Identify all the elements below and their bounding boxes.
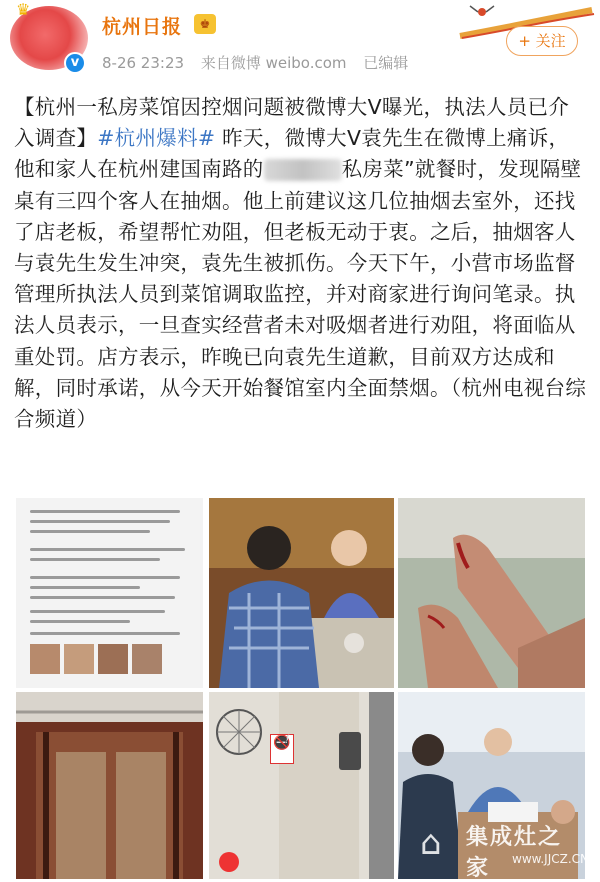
- post-source: 来自微博 weibo.com: [200, 54, 347, 72]
- watermark: [420, 818, 590, 881]
- restaurant-diners-photo[interactable]: [209, 498, 394, 688]
- post-text-part-a: 昨天，微博大V袁先生在微博上痛诉，他和家人在杭州建国南路的: [14, 126, 570, 182]
- no-smoking-sign-photo[interactable]: [209, 692, 394, 879]
- no-smoking-icon: 🚭: [270, 734, 294, 764]
- post-body: [14, 92, 588, 435]
- post-title: 【杭州一私房菜馆因控烟问题被微博大V曝光，执法人员已介入调查】: [14, 95, 570, 151]
- verified-icon: v: [64, 52, 86, 74]
- scratched-finger-photo[interactable]: [398, 498, 585, 688]
- blurred-restaurant-name: [264, 159, 342, 181]
- house-logo-icon: ⌂: [420, 823, 442, 863]
- edited-label: 已编辑: [363, 54, 409, 72]
- crown-icon: ♛: [16, 0, 31, 19]
- account-name[interactable]: 杭州日报: [102, 16, 183, 38]
- follow-button[interactable]: + 关注: [506, 26, 578, 56]
- post-screenshot-photo[interactable]: [16, 498, 203, 688]
- post-text-part-b: 私房菜”就餐时，发现隔壁桌有三四个客人在抽烟。他上前建议这几位抽烟去室外，还找了店老板，希望帮忙劝阻，但老板无动于衷。之后，抽烟客人与袁先生发生冲突，袁先生被抓伤。今天下午，小营市场监督管理所执法人员到菜馆调取监控，并对商家进行询问笔录。执法人员表示，一旦查实经营者未对吸烟者进行劝阻，将面临从重处罚。店方表示，昨晚已向袁先生道歉，目前双方达成和解，同时承诺，从今天开始餐馆室内全面禁烟。（杭州电视台综合频道）: [14, 157, 587, 432]
- vip-badge-icon: ♚: [194, 14, 216, 34]
- post-meta: [102, 52, 420, 73]
- watermark-url: www.JJCZ.CN: [512, 852, 590, 866]
- post-header: [0, 0, 600, 90]
- watermark-title: 集成灶之家: [466, 825, 563, 881]
- restaurant-entrance-photo[interactable]: [16, 692, 203, 879]
- hashtag-link[interactable]: #杭州爆料#: [97, 126, 216, 151]
- post-time: 8-26 23:23: [102, 54, 185, 72]
